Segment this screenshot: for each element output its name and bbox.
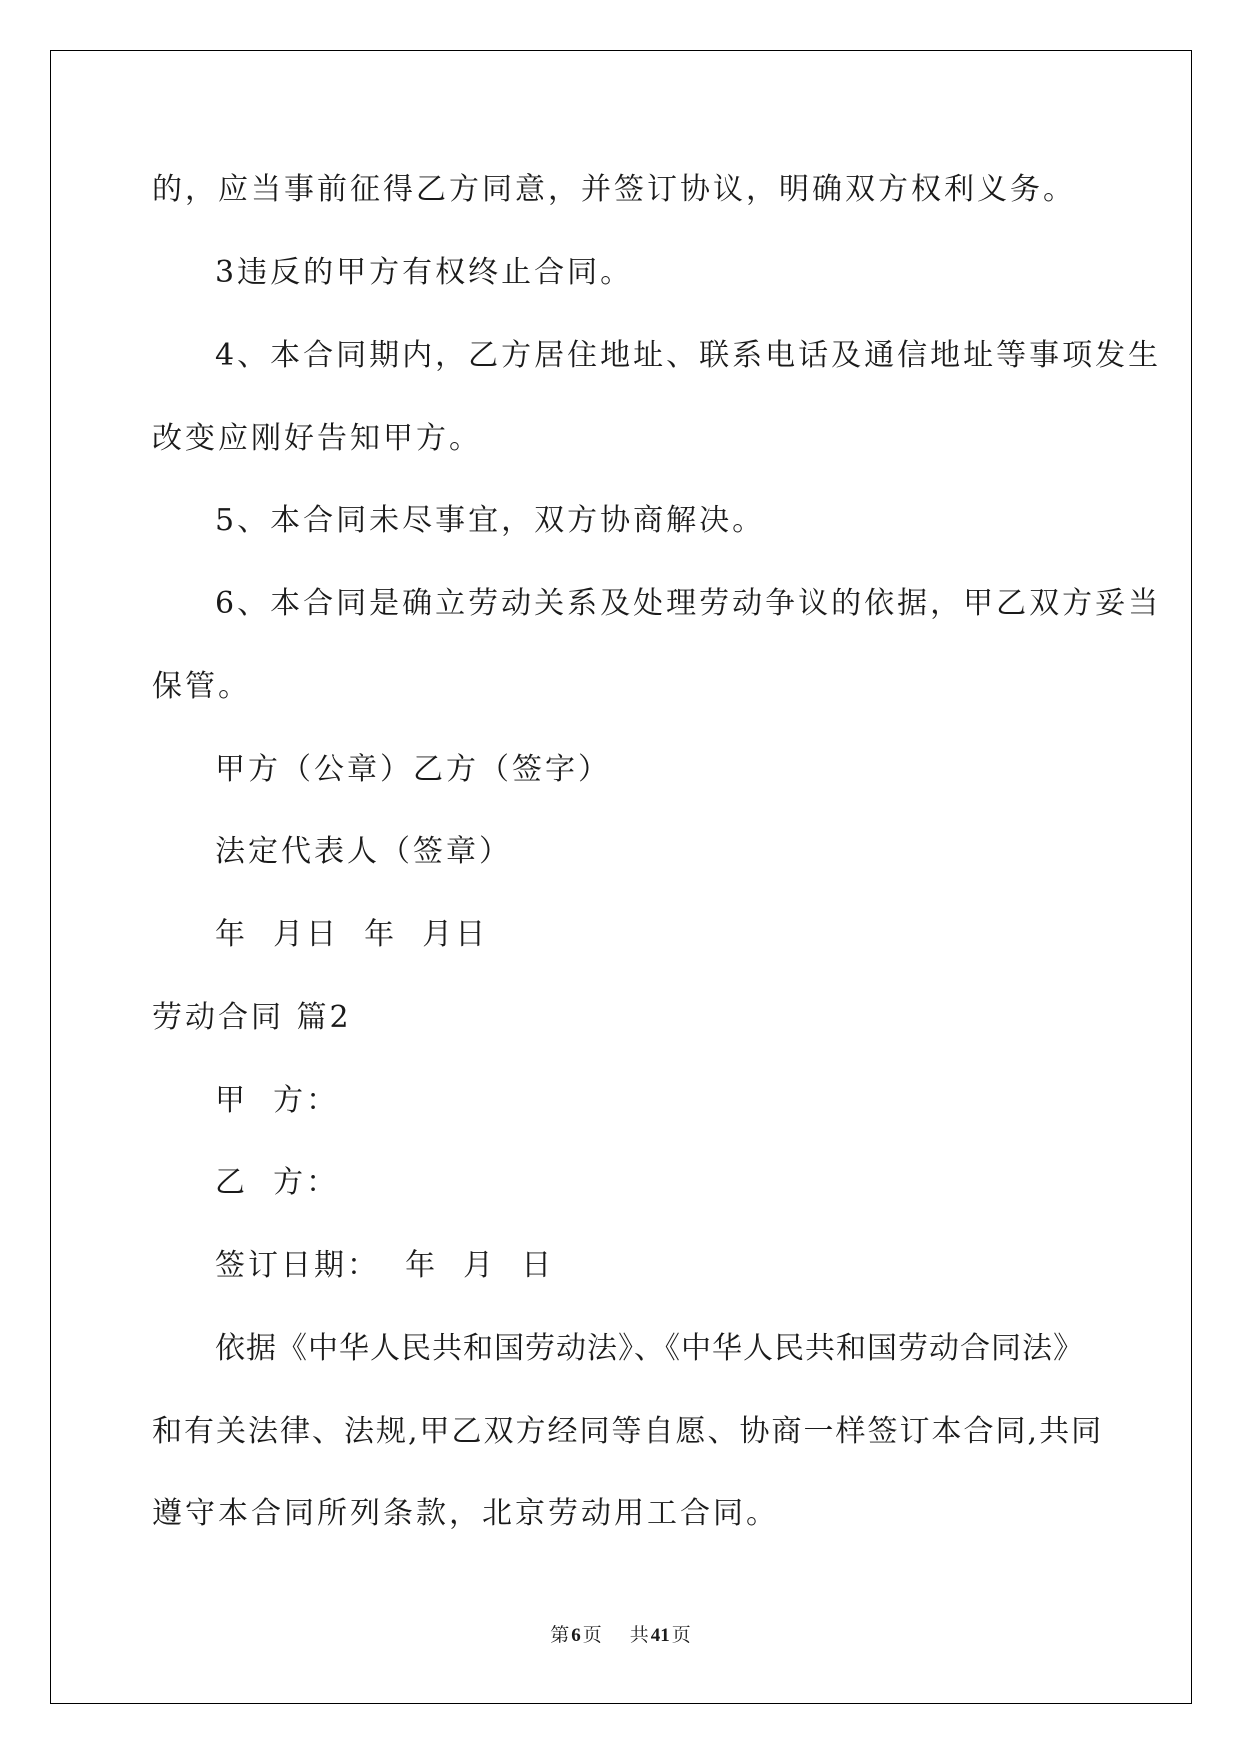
party-b-line: 乙 方： xyxy=(215,1165,340,1200)
signature-parties-line: 甲方（公章）乙方（签字） xyxy=(215,752,611,787)
paragraph-line: 的，应当事前征得乙方同意，并签订协议，明确双方权利义务。 xyxy=(152,172,1076,207)
paragraph-line: 6、本合同是确立劳动关系及处理劳动争议的依据，甲乙双方妥当 xyxy=(215,586,1162,621)
party-a-line: 甲 方： xyxy=(215,1083,340,1118)
paragraph-line: 遵守本合同所列条款，北京劳动用工合同。 xyxy=(152,1496,779,1531)
total-suffix: 页 xyxy=(671,1625,691,1646)
total-pages: 41 xyxy=(650,1625,670,1646)
page-suffix: 页 xyxy=(582,1625,602,1646)
section-heading: 劳动合同 篇2 xyxy=(152,1000,352,1035)
paragraph-line: 5、本合同未尽事宜，双方协商解决。 xyxy=(215,503,766,538)
page-prefix: 第 xyxy=(550,1625,570,1646)
signing-date-line: 签订日期： 年 月 日 xyxy=(215,1248,555,1283)
paragraph-line: 保管。 xyxy=(152,669,251,704)
paragraph-line: 改变应刚好告知甲方。 xyxy=(152,421,482,456)
date-line: 年 月日 年 月日 xyxy=(215,917,489,952)
page-border xyxy=(50,50,1192,1704)
total-prefix: 共 xyxy=(629,1625,649,1646)
page-number: 6 xyxy=(571,1625,581,1646)
legal-rep-line: 法定代表人（签章） xyxy=(215,834,512,869)
paragraph-line: 依据《中华人民共和国劳动法》、《中华人民共和国劳动合同法》 xyxy=(215,1331,1084,1366)
page-footer xyxy=(0,1620,1241,1647)
paragraph-line: 3违反的甲方有权终止合同。 xyxy=(215,255,634,290)
paragraph-line: 4、本合同期内，乙方居住地址、联系电话及通信地址等事项发生 xyxy=(215,338,1162,373)
paragraph-line: 和有关法律、法规,甲乙双方经同等自愿、协商一样签订本合同,共同 xyxy=(152,1414,1104,1449)
